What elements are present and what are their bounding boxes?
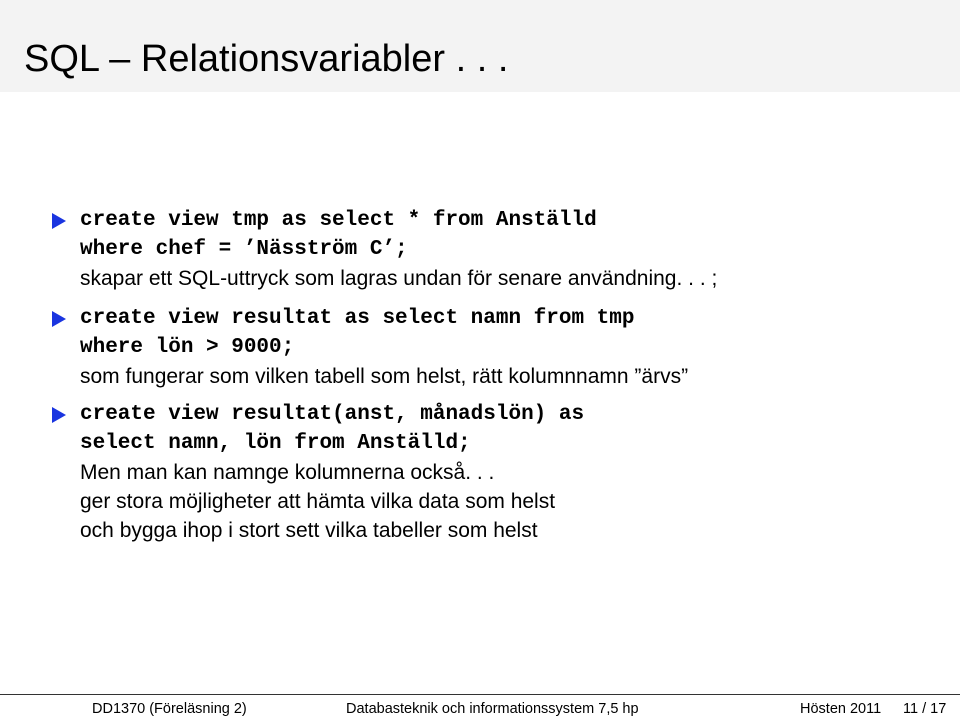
description-line: skapar ett SQL-uttryck som lagras undan för senare användning. . . ; [80,267,718,290]
description-line: som fungerar som vilken tabell som helst, rätt kolumnnamn ”ärvs” [80,365,689,388]
code-line: where chef = ’Näsström C’; [80,238,408,261]
description-line: och bygga ihop i stort sett vilka tabeller som helst [80,519,538,542]
code-line: where lön > 9000; [80,336,295,359]
slide-footer [0,694,960,722]
footer-subject: Databasteknik och informationssystem 7,5 hp [346,701,639,717]
title-bar [0,0,960,92]
footer-course: DD1370 (Föreläsning 2) [92,701,247,717]
code-line: create view resultat(anst, månadslön) as [80,403,585,426]
footer-term: Hösten 2011 [800,701,882,717]
description-line: ger stora möjligheter att hämta vilka data som helst [80,490,556,513]
triangle-bullet-icon [52,407,66,423]
code-line: create view tmp as select * from Anställd [80,209,597,232]
code-line: select namn, lön from Anställd; [80,432,471,455]
slide-title: SQL – Relationsvariabler . . . [24,38,509,80]
description-line: Men man kan namnge kolumnerna också. . . [80,461,495,484]
footer-page-number: 11 / 17 [903,701,947,717]
code-line: create view resultat as select namn from tmp [80,307,635,330]
triangle-bullet-icon [52,213,66,229]
triangle-bullet-icon [52,311,66,327]
